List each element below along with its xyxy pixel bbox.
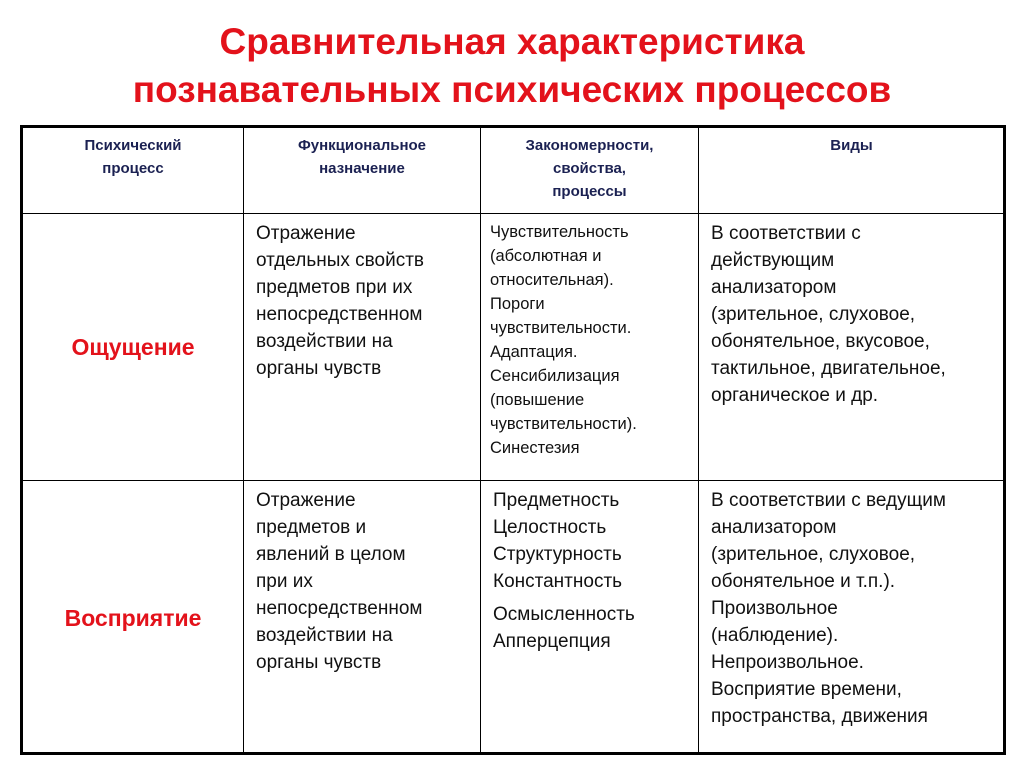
text-line: Осмысленность — [493, 604, 635, 625]
text-line: анализатором — [711, 517, 837, 538]
header-line: свойства, — [553, 160, 626, 177]
text-line: Восприятие времени, — [711, 679, 902, 700]
text-line: отдельных свойств — [256, 250, 425, 271]
text-line: органическое и др. — [711, 385, 879, 406]
title-line: познавательных психических процессов — [132, 69, 892, 110]
title-line: Сравнительная характеристика — [219, 21, 805, 62]
text-line: органы чувств — [256, 652, 382, 673]
header-line: процессы — [552, 183, 627, 200]
text-line: относительная). — [490, 271, 614, 289]
text-line: Целостность — [493, 517, 607, 538]
text-line: Пороги — [490, 295, 545, 313]
header-line: процесс — [102, 160, 164, 177]
properties-cell — [481, 214, 698, 460]
header-line: Психический — [84, 137, 182, 154]
text-line: (наблюдение). — [711, 625, 839, 646]
process-name: Ощущение — [71, 333, 195, 360]
header-line: Виды — [830, 137, 873, 154]
text-line: Произвольное — [711, 598, 838, 619]
text-line: органы чувств — [256, 358, 382, 379]
text-line: непосредственном — [256, 304, 423, 325]
types-cell — [699, 214, 1004, 409]
comparison-table — [20, 125, 1006, 755]
text-line: Отражение — [256, 223, 356, 244]
text-line: (зрительное, слуховое, — [711, 544, 916, 565]
text-line: Апперцепция — [493, 631, 611, 652]
function-cell — [244, 481, 480, 676]
text-line: чувствительности). — [490, 415, 637, 433]
text-line: Непроизвольное. — [711, 652, 864, 673]
text-line: В соответствии с — [711, 223, 861, 244]
function-cell — [244, 214, 480, 382]
text-line: Отражение — [256, 490, 356, 511]
text-line: Сенсибилизация — [490, 367, 620, 385]
header-properties — [481, 128, 698, 203]
process-name: Восприятие — [64, 604, 202, 631]
text-line: воздействии на — [256, 625, 393, 646]
text-line: действующим — [711, 250, 835, 271]
header-line: назначение — [319, 160, 405, 177]
page-title — [0, 18, 1024, 114]
text-line: Синестезия — [490, 439, 580, 457]
text-line: непосредственном — [256, 598, 423, 619]
text-line: Адаптация. — [490, 343, 578, 361]
text-line: (повышение — [490, 391, 585, 409]
text-line: пространства, движения — [711, 706, 928, 727]
text-line: Структурность — [493, 544, 622, 565]
properties-cell — [481, 481, 698, 655]
text-line: В соответствии с ведущим — [711, 490, 946, 511]
text-line: (абсолютная и — [490, 247, 602, 265]
header-line: Закономерности, — [525, 137, 654, 154]
header-process — [23, 128, 243, 180]
text-line: (зрительное, слуховое, — [711, 304, 916, 325]
text-line: Константность — [493, 571, 623, 592]
text-line: Предметность — [493, 490, 620, 511]
text-line: при их — [256, 571, 313, 592]
text-line: предметов и — [256, 517, 367, 538]
text-line: анализатором — [711, 277, 837, 298]
header-types — [699, 128, 1004, 157]
types-cell — [699, 481, 1004, 730]
header-line: Функциональное — [297, 137, 427, 154]
text-line: явлений в целом — [256, 544, 406, 565]
text-line: обонятельное и т.п.). — [711, 571, 896, 592]
text-line: обонятельное, вкусовое, — [711, 331, 930, 352]
text-line: тактильное, двигательное, — [711, 358, 946, 379]
text-line: Чувствительность — [490, 223, 629, 241]
text-line: предметов при их — [256, 277, 413, 298]
text-line: чувствительности. — [490, 319, 632, 337]
header-function — [244, 128, 480, 180]
text-line: воздействии на — [256, 331, 393, 352]
